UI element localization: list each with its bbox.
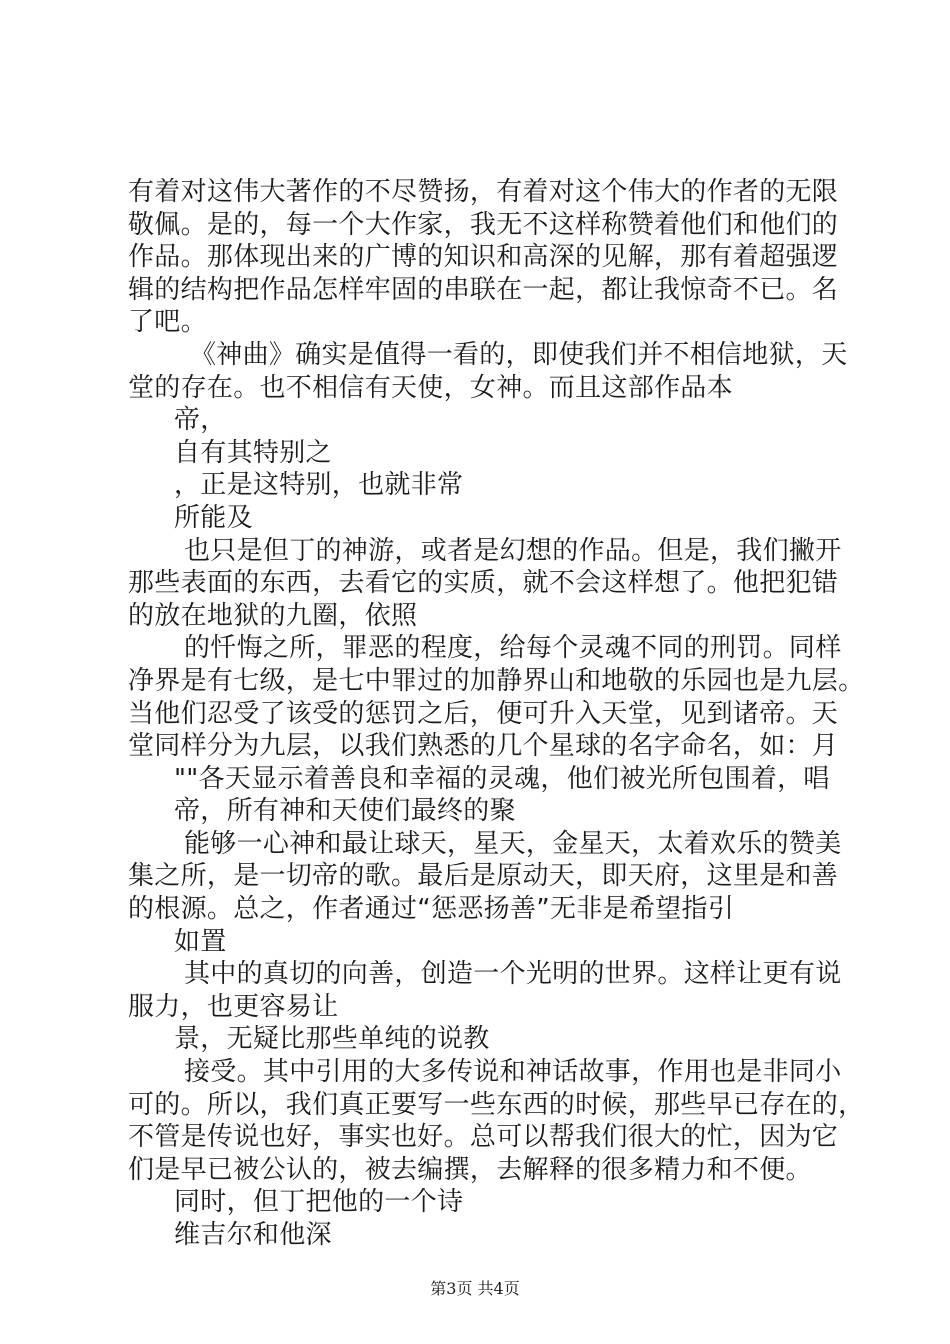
text-line: 堂同样分为九层，以我们熟悉的几个星球的名字命名，如：月 [128,731,839,762]
text-line: 《神曲》确实是值得一看的，即使我们并不相信地狱，天 [190,339,848,370]
text-line: 作品。那体现出来的广博的知识和高深的见解，那有着超强逻 [128,242,839,273]
text-line: 自有其特别之 [174,437,332,468]
text-line: 敬佩。是的，每一个大作家，我无不这样称赞着他们和他们的 [128,209,839,240]
text-line: 辑的结构把作品怎样牢固的串联在一起，都让我惊奇不已。名 [128,274,839,305]
text-line: 那些表面的东西，去看它的实质，就不会这样想了。他把犯错 [128,568,839,599]
text-line: 的放在地狱的九圈，依照 [128,600,418,631]
text-line: 其中的真切的向善，创造一个光明的世界。这样让更有说 [184,959,842,990]
text-line: 维吉尔和他深 [174,1220,332,1250]
text-line: 有着对这伟大著作的不尽赞扬，有着对这个伟大的作者的无限 [128,177,839,207]
text-line: 的根源。总之，作者通过“惩恶扬善”无非是希望指引 [128,894,735,925]
text-line: 服力，也更容易让 [128,991,339,1022]
text-line: 的忏悔之所，罪恶的程度，给每个灵魂不同的刑罚。同样 [184,633,842,664]
text-line: 能够一心神和最让球天，星天，金星天，太着欢乐的赞美 [184,828,842,859]
text-line: 如置 [174,926,227,957]
text-line: ，正是这特别，也就非常 [174,470,464,501]
text-line: 也只是但丁的神游，或者是幻想的作品。但是，我们撇开 [184,535,842,566]
text-line: 景，无疑比那些单纯的说教 [174,1024,490,1055]
text-line: ""各天显示着善良和幸福的灵魂，他们被光所包围着，唱 [174,763,830,794]
page-number-label: 第3页 共4页 [430,1279,520,1298]
text-line: 不管是传说也好，事实也好。总可以帮我们很大的忙，因为它 [128,1122,839,1153]
page-footer [0,1276,950,1299]
text-line: 净界是有七级，是七中罪过的加静界山和地敬的乐园也是九层。 [128,665,865,696]
text-line: 同时，但丁把他的一个诗 [174,1187,464,1218]
document-body [128,176,928,1252]
text-line: 集之所，是一切帝的歌。最后是原动天，即天府，这里是和善 [128,861,839,892]
text-line: 们是早已被公认的，被去编撰，去解释的很多精力和不便。 [128,1154,812,1185]
text-line: 可的。所以，我们真正要写一些东西的时候，那些早已存在的， [128,1089,865,1120]
text-line: 了吧。 [128,307,207,338]
text-line: 接受。其中引用的大多传说和神话故事，作用也是非同小 [184,1057,842,1088]
text-line: 堂的存在。也不相信有天使，女神。而且这部作品本 [128,372,733,403]
text-line: 帝， [174,405,227,436]
text-line: 所能及 [174,502,253,533]
text-line: 当他们忍受了该受的惩罚之后，便可升入天堂，见到诸帝。天 [128,698,839,729]
text-line: 帝，所有神和天使们最终的聚 [174,796,516,827]
